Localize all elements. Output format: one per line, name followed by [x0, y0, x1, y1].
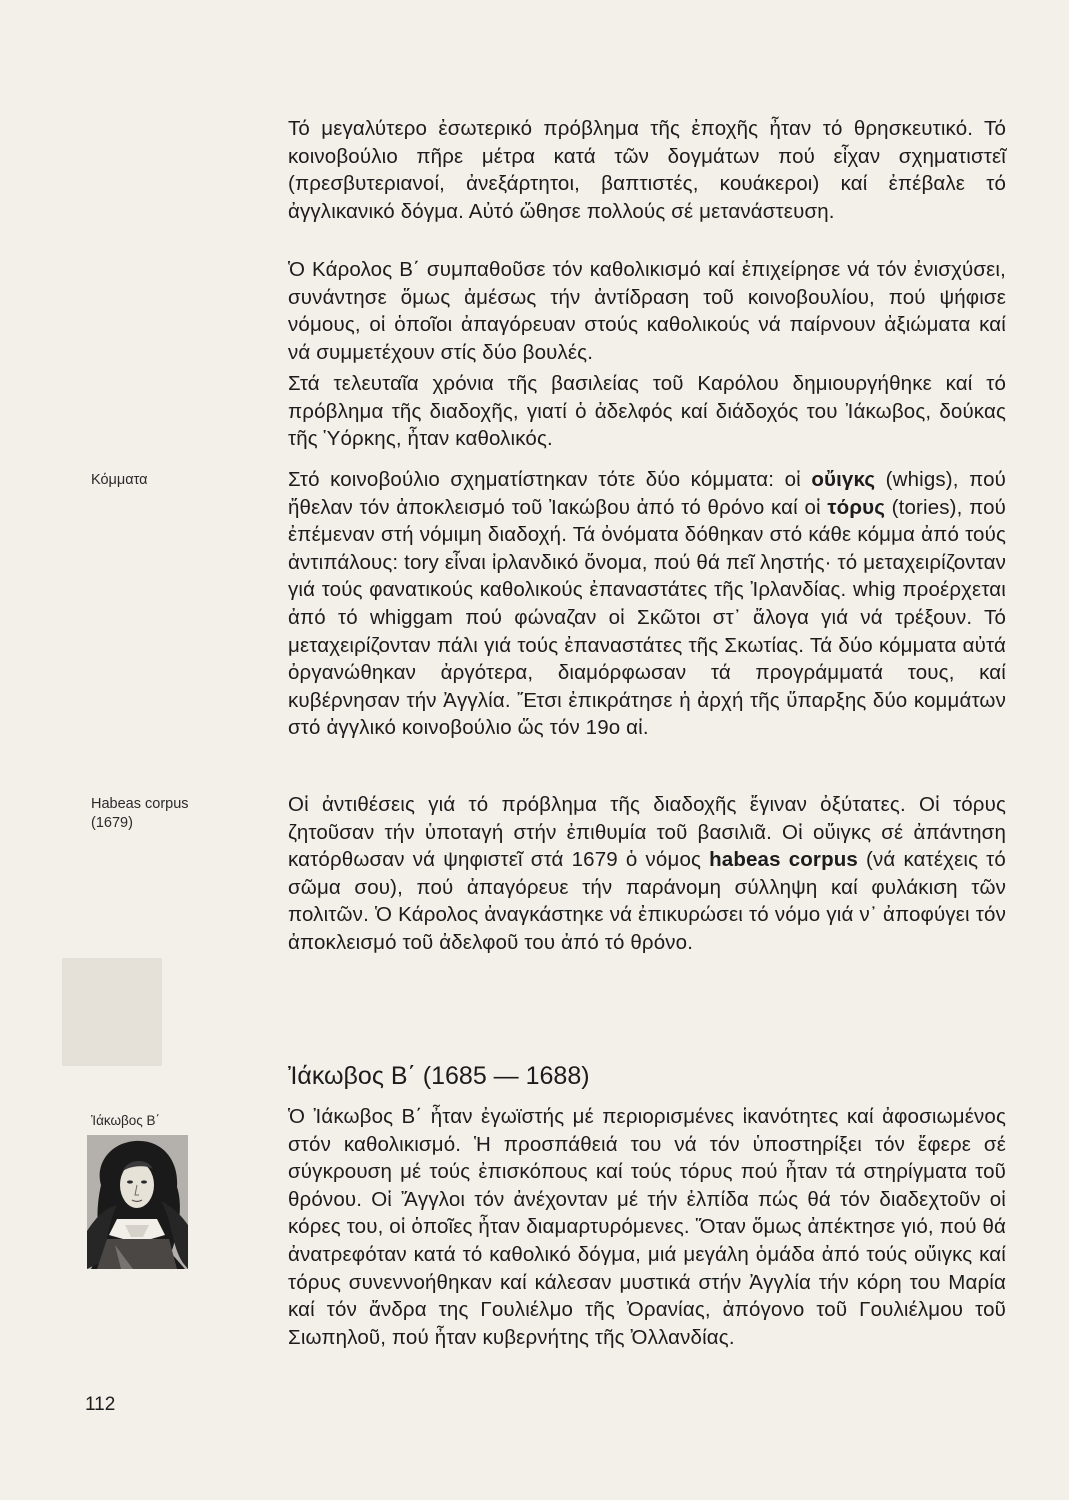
term-tories: τόρυς: [827, 495, 886, 519]
bleed-through-shadow: [62, 958, 162, 1066]
section-heading: Ἰάκωβος Β΄ (1685 — 1688): [288, 1062, 590, 1090]
p4-text-a: Στό κοινοβούλιο σχηματίστηκαν τότε δύο κόμματα: οἱ: [288, 468, 812, 491]
paragraph-james-ii: Ὁ Ἰάκωβος Β΄ ἦταν ἐγωϊστής μέ περιορισμένες ἱκανότητες καί ἀφοσιωμένος στόν καθολικισμό. Ἡ προσπάθειά του νά τόν ὑποστηρίξει τόν ἔφερε σέ σύγκρουση μέ τούς ἐπισκόπους καί τούς τόρυς πού ἦταν τά στηρίγματα τοῦ θρόνου. Οἱ Ἄγγλοι τόν ἀνέχονταν μέ τήν ἐλπίδα πώς θά τόν διαδεχτοῦν οἱ κόρες του, οἱ ὁποῖες ἦταν διαμαρτυρόμενες. Ὅταν ὅμως ἀπέκτησε γιό, πού θά ἀνατρεφόταν κατά τό καθολικό δόγμα, μιά μεγάλη ὁμάδα ἀπό τούς οὔιγκς καί τόρυς συνεννοήθηκαν καί κάλεσαν μυστικά στήν Ἀγγλία τήν κόρη του Μαρία καί τόν ἄνδρα της Γουλιέλμο τῆς Ὀρανίας, ἀπόγονο τοῦ Γουλιέλμου τοῦ Σιωπηλοῦ, πού ἦταν κυβερνήτης τῆς Ὀλλανδίας.: [288, 1105, 1006, 1349]
page-number: 112: [85, 1394, 116, 1415]
paragraph-succession-problem: Στά τελευταῖα χρόνια τῆς βασιλείας τοῦ Καρόλου δημιουργήθηκε καί τό πρόβλημα τῆς διαδοχῆς, γιατί ὁ ἀδελφός καί διάδοχός του Ἰάκωβος, δούκας τῆς Ὑόρκης, ἦταν καθολικός.: [288, 372, 1006, 451]
p4-text-b: (whigs), πού ἤθελαν τόν ἀποκλεισμό τοῦ Ἰακώβου ἀπό τό θρόνο καί οἱ: [288, 468, 1006, 519]
p5-text-b: (νά κατέχεις τό σῶμα σου), πού ἀπαγόρευε τήν παράνομη σύλληψη καί φυλάκιση τῶν πολιτῶν. Ὁ Κάρολος ἀναγκάστηκε νά ἐπικυρώσει τό νόμο γιά ν᾿ ἀποφύγει τόν ἀποκλεισμό τοῦ ἀδελφοῦ του ἀπό τό θρόνο.: [288, 848, 1006, 954]
margin-note-habeas-line1: Habeas corpus: [91, 796, 189, 812]
p5-text-a: Οἱ ἀντιθέσεις γιά τό πρόβλημα τῆς διαδοχῆς ἔγιναν ὀξύτατες. Οἱ τόρυς ζητοῦσαν τήν ὑποταγή στήν ἐπιθυμία τοῦ βασιλιᾶ. Οἱ οὔιγκς σέ ἀπάντηση κατόρθωσαν νά ψηφιστεῖ στά 1679 ὁ νόμος: [288, 793, 1006, 872]
paragraph-religious-problem: Τό μεγαλύτερο ἐσωτερικό πρόβλημα τῆς ἐποχῆς ἦταν τό θρησκευτικό. Τό κοινοβούλιο πῆρε μέτρα κατά τῶν δογμάτων πού εἶχαν σχηματιστεῖ (πρεσβυτεριανοί, ἀνεξάρτητοι, βαπτιστές, κουάκεροι) καί ἐπέβαλε τό ἀγγλικανικό δόγμα. Αὐτό ὤθησε πολλούς σέ μετανάστευση.: [288, 117, 1006, 223]
p4-text-c: (tories), πού ἐπέμεναν στή νόμιμη διαδοχή. Τά ὀνόματα δόθηκαν στό κάθε κόμμα ἀπό τούς ἀντιπάλους: tory εἶναι ἰρλανδικό ὄνομα, πού θά πεῖ ληστής· τό μεταχειρίζονταν γιά τούς φανατικούς καθολικούς ἐπαναστάτες τῆς Ἰρλανδίας. whig προέρχεται ἀπό τό whiggam πού φώναζαν οἱ Σκῶτοι στ᾿ ἄλογα γιά νά τρέξουν. Τό μεταχειρίζονταν πάλι γιά τούς ἐπαναστάτες τῆς Σκωτίας. Τά δύο κόμματα αὐτά ὀργανώθηκαν ἀργότερα, διαμόρφωσαν τά προγράμματά τους, καί κυβέρνησαν τήν Ἀγγλία. Ἔτσι ἐπικράτησε ἡ ἀρχή τῆς ὕπαρξης δύο κομμάτων στό ἀγγλικό κοινοβούλιο ὥς τόν 19ο αἰ.: [288, 495, 1007, 740]
margin-note-habeas: [91, 795, 189, 833]
term-habeas-corpus: habeas corpus: [709, 848, 858, 872]
paragraph-habeas-corpus: [288, 791, 1006, 957]
paragraph-charles-catholicism: Ὁ Κάρολος Β΄ συμπαθοῦσε τόν καθολικισμό καί ἐπιχείρησε νά τόν ἐνισχύσει, συνάντησε ὅμως ἀμέσως τήν ἀντίδραση τοῦ κοινοβουλίου, πού ψήφισε νόμους, οἱ ὁποῖοι ἀπαγόρευαν στούς καθολικούς νά παίρνουν ἀξιώματα καί νά συμμετέχουν στίς δύο βουλές.: [288, 258, 1006, 364]
paragraph-two-parties: [288, 466, 1006, 742]
term-whigs: οὔιγκς: [811, 468, 876, 491]
margin-note-habeas-line2: (1679): [91, 815, 133, 831]
james-ii-portrait: [87, 1135, 188, 1269]
portrait-caption: Ἰάκωβος Β΄: [91, 1113, 161, 1128]
margin-note-parties: Κόμματα: [91, 472, 148, 488]
